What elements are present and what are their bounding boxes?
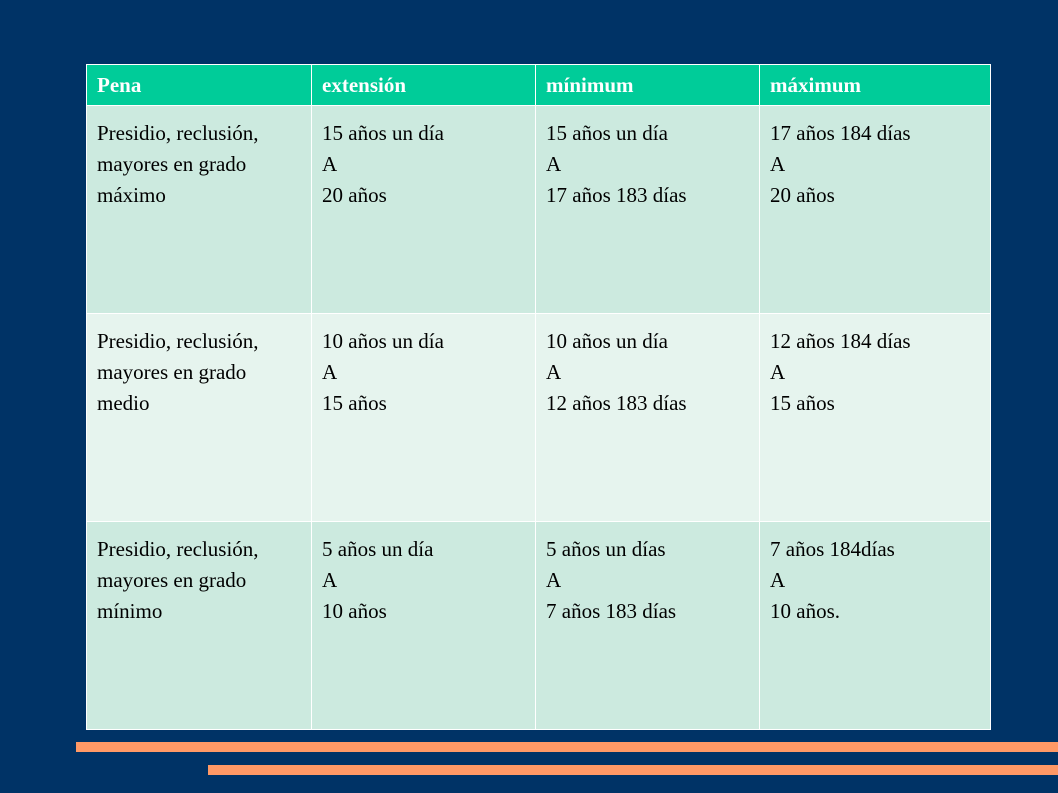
maximum-separator: A (770, 360, 786, 384)
maximum-separator: A (770, 152, 786, 176)
cell-pena (87, 106, 312, 314)
cell-extension (312, 314, 536, 522)
extension-to: 10 años (322, 599, 387, 623)
maximum-from: 12 años 184 días (770, 329, 911, 353)
minimum-to: 7 años 183 días (546, 599, 677, 623)
extension-from: 15 años un día (322, 121, 444, 145)
minimum-from: 5 años un días (546, 537, 666, 561)
maximum-from: 17 años 184 días (770, 121, 911, 145)
pena-text: Presidio, reclusión, mayores en grado medio (97, 329, 259, 415)
minimum-separator: A (546, 568, 562, 592)
extension-separator: A (322, 360, 338, 384)
cell-minimum (536, 522, 760, 730)
extension-from: 10 años un día (322, 329, 444, 353)
minimum-separator: A (546, 360, 562, 384)
cell-maximum (760, 522, 991, 730)
maximum-to: 10 años. (770, 599, 840, 623)
minimum-from: 15 años un día (546, 121, 668, 145)
table-row (87, 106, 991, 314)
cell-pena (87, 314, 312, 522)
pena-text: Presidio, reclusión, mayores en grado máximo (97, 121, 259, 207)
cell-minimum (536, 106, 760, 314)
header-maximum: máximum (760, 65, 991, 106)
maximum-separator: A (770, 568, 786, 592)
minimum-separator: A (546, 152, 562, 176)
extension-separator: A (322, 152, 338, 176)
table-header-row (87, 65, 991, 106)
extension-separator: A (322, 568, 338, 592)
header-minimum: mínimum (536, 65, 760, 106)
accent-bar-upper (76, 742, 1058, 752)
cell-maximum (760, 314, 991, 522)
pena-text: Presidio, reclusión, mayores en grado mínimo (97, 537, 259, 623)
minimum-to: 17 años 183 días (546, 183, 687, 207)
maximum-to: 15 años (770, 391, 835, 415)
table-row (87, 522, 991, 730)
minimum-from: 10 años un día (546, 329, 668, 353)
accent-bar-lower (208, 765, 1058, 775)
extension-to: 15 años (322, 391, 387, 415)
header-pena: Pena (87, 65, 312, 106)
minimum-to: 12 años 183 días (546, 391, 687, 415)
header-extension: extensión (312, 65, 536, 106)
cell-extension (312, 106, 536, 314)
maximum-to: 20 años (770, 183, 835, 207)
cell-maximum (760, 106, 991, 314)
cell-pena (87, 522, 312, 730)
extension-from: 5 años un día (322, 537, 434, 561)
cell-minimum (536, 314, 760, 522)
extension-to: 20 años (322, 183, 387, 207)
penalty-table (86, 64, 991, 730)
table-row (87, 314, 991, 522)
cell-extension (312, 522, 536, 730)
maximum-from: 7 años 184días (770, 537, 895, 561)
